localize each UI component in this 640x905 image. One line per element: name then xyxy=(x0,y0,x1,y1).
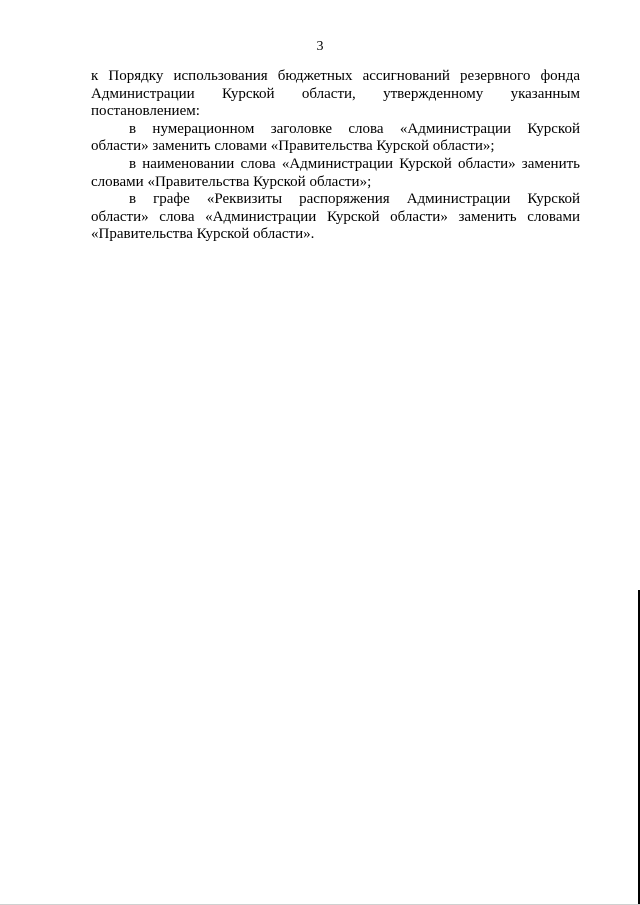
text-line: к Порядку использования бюджетных ассигнований резервного фонда xyxy=(91,68,580,84)
text-line: области» заменить словами «Правительства Курской области»; xyxy=(91,138,495,155)
text-line: Администрации Курской области, утвержденному указанным xyxy=(91,85,580,102)
document-body xyxy=(91,68,580,244)
text-line: области» слова «Администрации Курской области» заменить словами xyxy=(91,208,580,225)
text-line: в наименовании слова «Администрации Курской области» заменить xyxy=(129,155,580,172)
paragraph-column-details xyxy=(91,191,580,244)
text-line: в графе «Реквизиты распоряжения Администрации Курской xyxy=(129,191,580,208)
text-line: словами «Правительства Курской области»; xyxy=(91,173,372,190)
page-number: 3 xyxy=(316,39,324,54)
text-line: «Правительства Курской области». xyxy=(91,226,315,243)
paragraph-numbering-heading xyxy=(91,121,580,156)
paragraph-title xyxy=(91,156,580,191)
text-line: в нумерационном заголовке слова «Администрации Курской xyxy=(129,120,580,137)
text-line: постановлением: xyxy=(91,103,200,120)
paragraph-procedure-reference xyxy=(91,68,580,121)
